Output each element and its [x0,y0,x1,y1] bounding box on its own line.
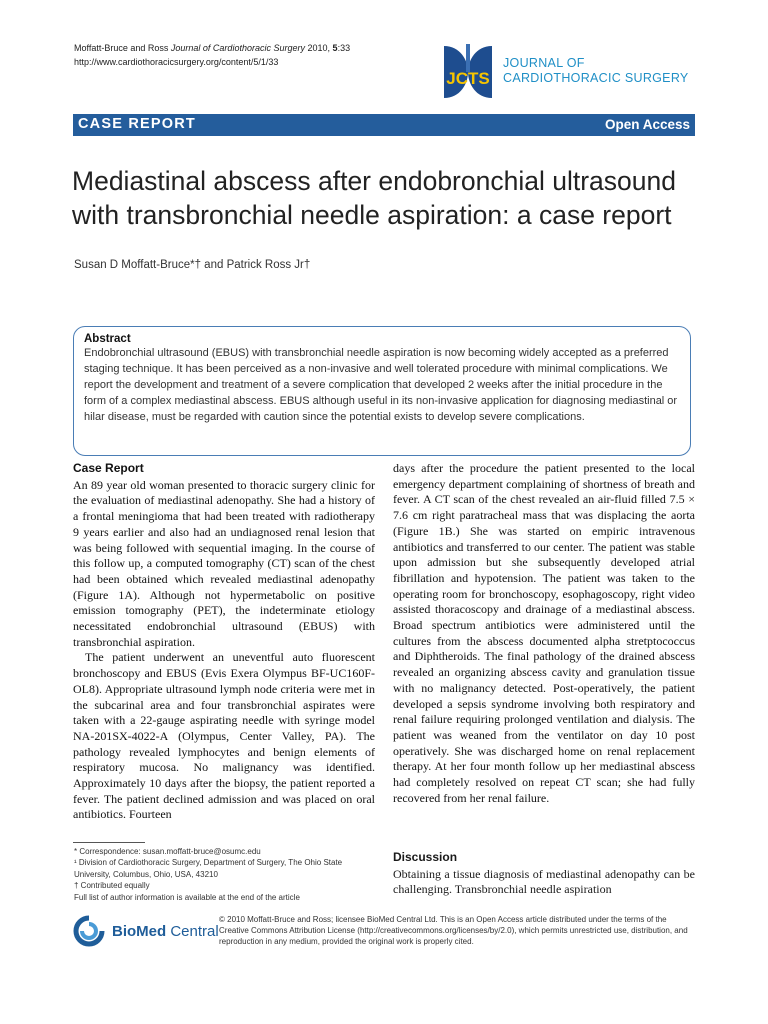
citation-volume: 5 [332,43,338,53]
paragraph: An 89 year old woman presented to thoracic surgery clinic for the evaluation of mediastinal adenopathy. She had a history of a frontal meningioma that had been treated with radiotherapy 9 years earlier and also had an undiagnosed renal lesion that was being followed with sequential imaging. In the course of this follow up, a computed tomography (CT) scan of the chest had been obtained which revealed mediastinal adenopathy (Figure 1A). Although not hypermetabolic on positive emission tomography (PET), the indeterminate etiology necessitated endobronchial ultrasound (EBUS) with transbronchial aspiration. [73,477,375,649]
biomed-central-logo-icon [72,915,106,947]
citation-line [74,41,350,55]
category-bar [73,114,695,136]
publisher-name-bold: BioMed [112,923,167,940]
article-authors: Susan D Moffatt-Bruce*† and Patrick Ross Jr† [74,259,311,271]
publisher-name-regular: Central [166,923,219,940]
paragraph: Obtaining a tissue diagnosis of mediastinal adenopathy can be challenging. Transbronchial needle aspiration [393,866,695,897]
footnote-affiliation: ¹ Division of Cardiothoracic Surgery, Department of Surgery, The Ohio State University, Columbus, Ohio, USA, 43210 [74,858,343,879]
abstract-text: Endobronchial ultrasound (EBUS) with transbronchial needle aspiration is now becoming widely accepted as a preferred staging technique. It has been perceived as a non-invasive and well tolerated procedure with minimal complications. We report the development and treatment of a severe complication that developed 2 weeks after the initial procedure in the form of a complex mediastinal abscess. EBUS although useful in its non-invasive application for diagnosing mediastinal or hilar disease, must be regarded with caution since the potential exists to develop severe complications. [84,347,678,423]
citation-page: :33 [337,43,351,53]
body-left-column [73,461,375,823]
journal-name [503,56,689,86]
footnote-correspondence[interactable]: * Correspondence: susan.moffatt-bruce@osumc.edu [74,847,261,856]
discussion-heading: Discussion [393,850,458,864]
article-url[interactable]: http://www.cardiothoracicsurgery.org/content/5/1/33 [74,57,279,67]
publisher-name [112,923,219,940]
footnote-divider [73,842,145,843]
case-report-heading: Case Report [73,461,144,475]
citation-year: 2010, [307,43,331,53]
journal-name-line1: JOURNAL OF [503,56,585,70]
discussion-section [393,850,695,898]
paragraph: The patient underwent an uneventful auto fluorescent bronchoscopy and EBUS (Evis Exera Olympus BF-UC160F-OL8). Appropriate ultrasound lymph node criteria were met in the subcarinal area and four transbronchial aspirates were taken with a 22-gauge aspirating needle with syringe model NA-201SX-4022-A (Olympus, Center Valley, PA). The pathology revealed lymphocytes and benign elements of respiratory mucosa. No malignancy was identified. Approximately 10 days after the biopsy, the patient reported a fever. The patient declined admission and was placed on oral antibiotics. Fourteen [73,650,375,822]
logo-text: JCTS [446,69,490,88]
category-label: CASE REPORT [78,116,196,132]
article-title: Mediastinal abscess after endobronchial ultrasound with transbronchial needle aspiration: a case report [72,165,676,230]
citation-authors: Moffatt-Bruce and Ross [74,43,169,53]
footnote-full-list: Full list of author information is available at the end of the article [74,892,300,902]
journal-name-line2: CARDIOTHORACIC SURGERY [503,71,689,85]
body-right-column [393,461,695,806]
footnote-contributed: † Contributed equally [74,881,150,891]
open-access-badge: Open Access [604,117,690,132]
citation-header [74,41,350,69]
abstract-heading: Abstract [84,333,131,345]
journal-logo-icon [438,42,498,102]
footnotes [74,846,376,903]
citation-journal: Journal of Cardiothoracic Surgery [170,43,305,53]
paragraph: days after the procedure the patient presented to the local emergency department complaining of shortness of breath and fever. A CT scan of the chest revealed an air-fluid filled 7.5 × 7.6 cm right paratracheal mass that was displacing the aorta (Figure 1B.) She was started on empiric intravenous antibiotics and transferred to our center. The patient was stable upon admission but she subsequently developed atrial fibrillation and hypotension. The patient was taken to the operating room for bronchoscopy, esophagoscopy, right video assisted thoracoscopy and drainage of a mediastinal abscess. Broad spectrum antibiotics were administered until the cultures from the abscess documented alpha stretptococcus and Diphtheroids. The final pathology of the drained abscess revealed an organizing abscess cavity and granulation tissue with no malignancy detected. Post-operatively, the patient developed a sepsis syndrome involving both respiratory and renal failure requiring prolonged ventilation and dialysis. The patient was weaned from the ventilator on day 10 post operatively. She was discharged home on renal replacement therapy. At her four month follow up her mediastinal abscess had completely resolved on repeat CT scan; she had fully recovered from her renal failure. [393,461,695,805]
license-statement: © 2010 Moffatt-Bruce and Ross; licensee BioMed Central Ltd. This is an Open Access article distributed under the terms of the Creative Commons Attribution License (http://creativecommons.org/licenses/by/2.0), which permits unrestricted use, distribution, and reproduction in any medium, provided the original work is properly cited. [219,915,688,946]
abstract-box [73,326,691,456]
